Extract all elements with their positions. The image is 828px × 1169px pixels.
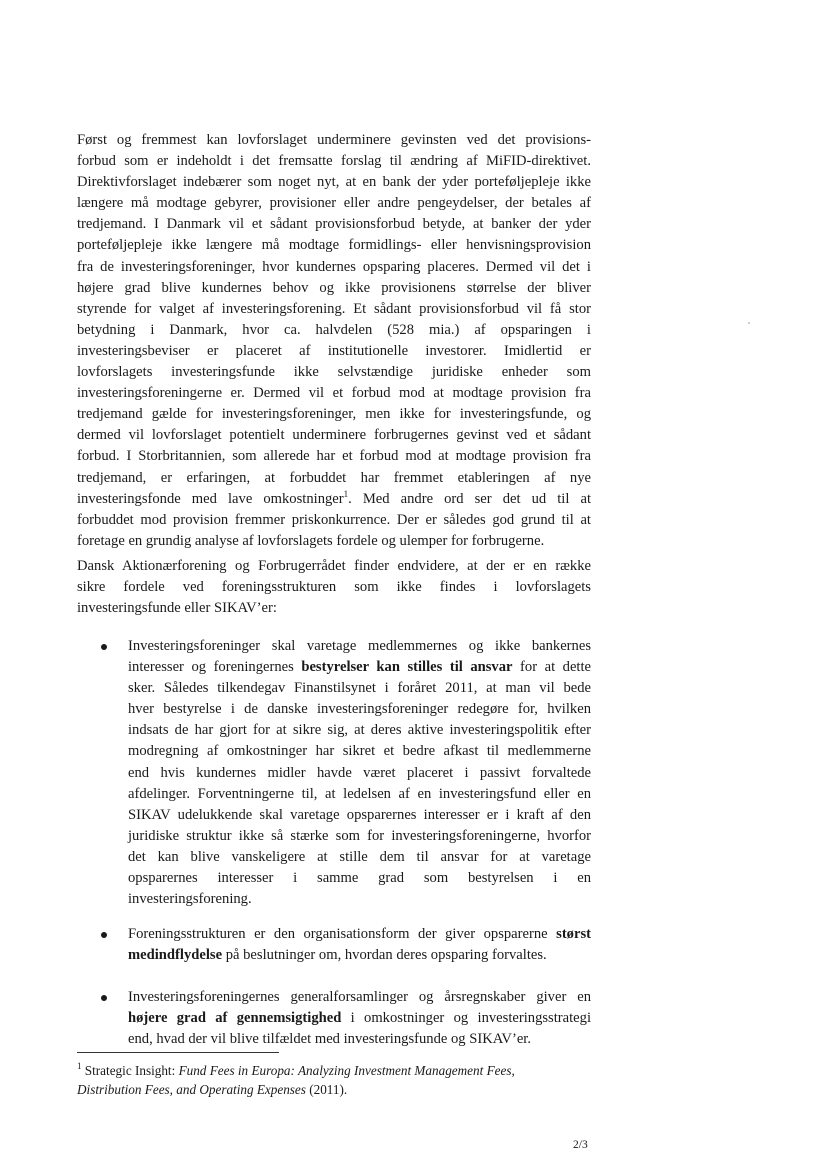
- text-line: Direktivforslaget indebærer som noget nyt, at en bank der yder porteføljepleje ikke: [77, 174, 591, 191]
- text-line: Først og fremmest kan lovforslaget underminere gevinsten ved det provisions-: [77, 132, 591, 148]
- footnote-marker: 1: [77, 1061, 82, 1071]
- text-line-with-footnote-ref: [77, 489, 591, 510]
- emphasis-text: medindflydelse: [128, 947, 223, 964]
- text-line: lovforslagets investeringsfunde ikke selvstændige juridiske enheder som: [77, 364, 591, 381]
- text-segment: i omkostninger og investeringsstrategi: [341, 1010, 592, 1027]
- text-line: Investeringsforeninger skal varetage medlemmernes og ikke bankernes: [128, 638, 591, 654]
- bullet-text: [128, 636, 591, 910]
- footnote-line: [77, 1080, 591, 1099]
- text-line: modregning af omkostninger har sikret et bedre afkast til medlemmerne: [128, 743, 591, 760]
- footnote-line: [77, 1061, 591, 1080]
- text-line: Dansk Aktionærforening og Forbrugerrådet finder endvidere, at der er en række: [77, 558, 591, 574]
- bullet-icon: [101, 644, 107, 650]
- text-line: [128, 657, 591, 678]
- text-line: investeringsforening.: [128, 891, 252, 908]
- text-line: juridiske struktur ikke så stærke som for investeringsforeningerne, hvorfor: [128, 827, 591, 844]
- text-line: Investeringsforeningernes generalforsamlinger og årsregnskaber giver en: [128, 989, 591, 1005]
- text-segment: . Med andre ord ser det ud til at: [348, 490, 591, 507]
- text-line: forbuddet mod provision fremmer priskonkurrence. Der er således god grund til at: [77, 511, 591, 528]
- footnote-source: Strategic Insight:: [81, 1063, 179, 1078]
- text-line: investeringsfunde eller SIKAV’er:: [77, 600, 277, 617]
- text-line: højere grad blive kundernes behov og ikke provisionens størrelse der bliver: [77, 279, 591, 296]
- text-line: investeringsforeningerne er. Dermed vil et forbud mod at modtage provision fra: [77, 385, 591, 402]
- text-line: betydning i Danmark, hvor ca. halvdelen (528 mia.) af opsparingen i: [77, 321, 591, 338]
- bullet-icon: [101, 995, 107, 1001]
- text-segment: investeringsfonde med lave omkostninger: [77, 490, 344, 507]
- scan-speck: [748, 322, 750, 324]
- text-line: forbud. I Storbritannien, som allerede har et forbud mod at modtage provision fra: [77, 448, 591, 465]
- text-line: [128, 924, 591, 945]
- footnote-title: Fund Fees in Europa: Analyzing Investment Management Fees,: [178, 1063, 515, 1078]
- text-line: fra de investeringsforeninger, hvor kundernes opsparing placeres. Dermed vil det i: [77, 258, 591, 275]
- footnote-divider: [77, 1052, 279, 1053]
- text-segment: på beslutninger om, hvordan deres opsparing forvaltes.: [222, 947, 547, 964]
- text-line: afdelinger. Forventningerne til, at ledelsen af en investeringsfund eller en: [128, 785, 591, 802]
- text-segment: for at dette: [512, 659, 592, 676]
- text-line: tredjemand gælde for investeringsforeninger, men ikke for investeringsfunde, og: [77, 406, 591, 423]
- text-line: dermed vil lovforslaget potentielt underminere forbrugernes gevinst ved et sådant: [77, 427, 591, 444]
- text-line: tredjemand, er erfaringen, at forbuddet har fremmet etableringen af nye: [77, 469, 591, 486]
- paragraph-foreningsstruktur: [77, 556, 591, 619]
- footnote-reference: 1: [343, 488, 349, 499]
- bullet-text: [128, 987, 591, 1050]
- text-line: længere må modtage gebyrer, provisioner eller andre pengeydelser, der betales af: [77, 195, 591, 212]
- text-line: end hvis kundernes midler havde været placeret i passivt forvaltede: [128, 764, 591, 781]
- text-line: [128, 1008, 591, 1029]
- footnote-year: (2011).: [305, 1082, 348, 1097]
- footnote: [77, 1061, 591, 1099]
- text-line: indsats de har gjort for at sikre sig, at deres aktive investeringspolitik efter: [128, 722, 591, 739]
- text-line: investeringsbeviser er placeret af institutionelle investorer. Imidlertid er: [77, 342, 591, 359]
- text-line: hver bestyrelse i de danske investeringsforeninger redegøre for, hvilken: [128, 701, 591, 718]
- footnote-title: Distribution Fees, and Operating Expenses: [77, 1082, 306, 1097]
- emphasis-text: højere grad af gennemsigtighed: [128, 1010, 342, 1027]
- text-line: foretage en grundig analyse af lovforslagets fordele og ulemper for forbrugerne.: [77, 532, 545, 549]
- text-line: det kan blive vanskeligere at stille dem til ansvar for at varetage: [128, 848, 591, 865]
- text-line: porteføljepleje ikke længere må modtage formidlings- eller henvisningsprovision: [77, 237, 591, 254]
- text-line: forbud som er indeholdt i det fremsatte forslag til ændring af MiFID-direktivet.: [77, 153, 591, 170]
- text-segment: Foreningsstrukturen er den organisationsform der giver opsparerne: [128, 926, 557, 942]
- text-line: opsparernes interesser i samme grad som bestyrelsen i en: [128, 870, 591, 887]
- emphasis-text: bestyrelser kan stilles til ansvar: [301, 659, 513, 676]
- bullet-icon: [101, 932, 107, 938]
- text-line: sikre fordele ved foreningsstrukturen som ikke findes i lovforslagets: [77, 579, 591, 596]
- page-number: 2/3: [573, 1139, 588, 1151]
- text-line: [128, 945, 591, 966]
- text-line: styrende for valget af investeringsforening. Et sådant provisionsforbud vil få stor: [77, 300, 591, 317]
- text-line: sker. Således tilkendegav Finanstilsynet i foråret 2011, at man vil bede: [128, 680, 591, 697]
- bullet-text: [128, 924, 591, 966]
- text-line: tredjemand. I Danmark vil et sådant provisionsforbud betyde, at banker der yder: [77, 216, 591, 233]
- paragraph-provisionsforbud: [77, 130, 591, 552]
- text-segment: interesser og foreningernes: [128, 659, 302, 676]
- text-line: end, hvad der vil blive tilfældet med investeringsfunde og SIKAV’er.: [128, 1031, 532, 1048]
- text-line: SIKAV udelukkende skal varetage opsparernes interesser er i kraft af den: [128, 806, 591, 823]
- emphasis-text: størst: [556, 926, 591, 942]
